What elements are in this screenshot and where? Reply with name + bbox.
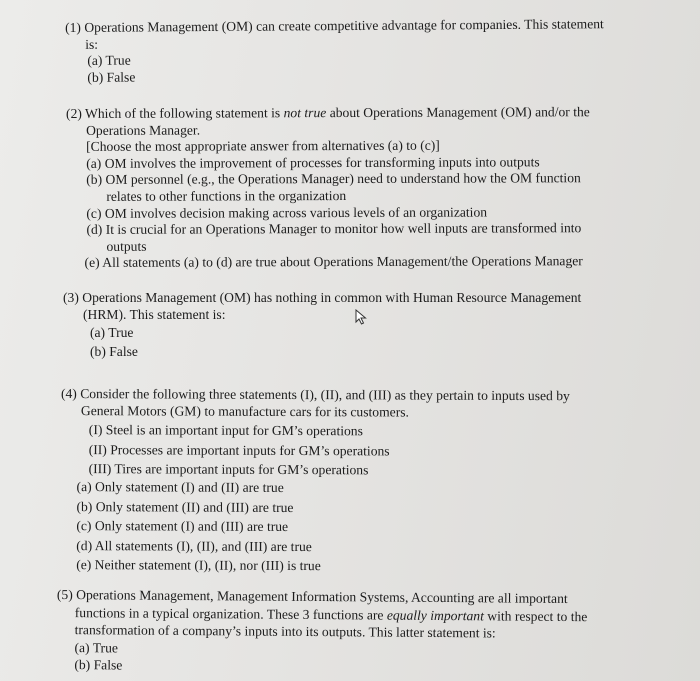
question-2-option-d-cont: outputs bbox=[106, 238, 147, 254]
question-3-stem-line: (HRM). This statement is: bbox=[83, 306, 226, 322]
question-4-statement-3: (III) Tires are important inputs for GM’s operations bbox=[88, 461, 369, 478]
question-2-stem-emphasis: not true bbox=[283, 105, 327, 121]
question-1-option-a: (a) True bbox=[87, 52, 131, 69]
question-4 bbox=[60, 386, 570, 576]
question-2-option-b-cont: relates to other functions in the organization bbox=[106, 187, 347, 204]
question-2-stem-line: Operations Manager. bbox=[86, 122, 201, 138]
question-2-option-e: (e) All statements (a) to (d) are true about Operations Management/the Operations Manager bbox=[84, 253, 583, 271]
question-3 bbox=[63, 290, 581, 360]
question-5-stem-emphasis: equally important bbox=[386, 607, 484, 623]
question-5-option-a: (a) True bbox=[74, 639, 119, 656]
mouse-pointer-icon bbox=[355, 309, 369, 325]
question-2 bbox=[66, 104, 590, 272]
question-4-statement-1: (I) Steel is an important input for GM’s operations bbox=[88, 422, 363, 439]
question-1-stem-line: is: bbox=[85, 36, 99, 52]
question-2-option-a: (a) OM involves the improvement of processes for transforming inputs into outputs bbox=[86, 154, 540, 171]
question-1-option-b: (b) False bbox=[87, 69, 136, 85]
question-5-stem-start: functions in a typical organization. These 3 functions are bbox=[74, 604, 387, 623]
question-4-option-b: (b) Only statement (II) and (III) are true bbox=[76, 498, 294, 515]
question-2-stem-start: (2) Which of the following statement is bbox=[66, 105, 284, 121]
question-4-option-d: (d) All statements (I), (II), and (III) are true bbox=[76, 537, 312, 554]
question-5-option-b: (b) False bbox=[74, 657, 123, 673]
question-5-stem-line: transformation of a company’s inputs into its outputs. This latter statement is: bbox=[74, 622, 496, 641]
question-4-option-c: (c) Only statement (I) and (III) are true bbox=[76, 518, 289, 535]
question-5-stem-line: (5) Operations Management, Management Information Systems, Accounting are all important bbox=[56, 586, 568, 607]
question-2-option-b: (b) OM personnel (e.g., the Operations Manager) need to understand how the OM function bbox=[86, 170, 581, 188]
question-4-statement-2: (II) Processes are important inputs for GM’s operations bbox=[88, 441, 390, 459]
question-4-stem-line: General Motors (GM) to manufacture cars for its customers. bbox=[80, 402, 409, 420]
question-4-option-e: (e) Neither statement (I), (II), nor (III) is true bbox=[76, 557, 321, 574]
question-2-stem-line bbox=[66, 104, 590, 122]
question-2-option-d: (d) It is crucial for an Operations Manager to monitor how well inputs are transformed into bbox=[86, 220, 582, 238]
question-2-option-c: (c) OM involves decision making across various levels of an organization bbox=[86, 204, 488, 221]
question-4-stem-line: (4) Consider the following three statements (I), (II), and (III) as they pertain to inputs used by bbox=[60, 386, 570, 404]
question-2-stem-end: about Operations Management (OM) and/or the bbox=[326, 104, 590, 121]
question-5 bbox=[56, 586, 587, 678]
question-3-option-b: (b) False bbox=[90, 343, 138, 359]
question-2-instruction: [Choose the most appropriate answer from alternatives (a) to (c)] bbox=[86, 137, 440, 155]
question-5-stem-end: with respect to the bbox=[483, 607, 588, 624]
question-4-option-a: (a) Only statement (I) and (II) are true bbox=[76, 479, 284, 495]
question-3-option-a: (a) True bbox=[90, 325, 134, 341]
question-1 bbox=[65, 16, 604, 86]
question-3-stem-line: (3) Operations Management (OM) has nothing in common with Human Resource Management bbox=[63, 290, 582, 305]
question-1-stem-line: (1) Operations Management (OM) can create competitive advantage for companies. This statement bbox=[65, 16, 604, 35]
